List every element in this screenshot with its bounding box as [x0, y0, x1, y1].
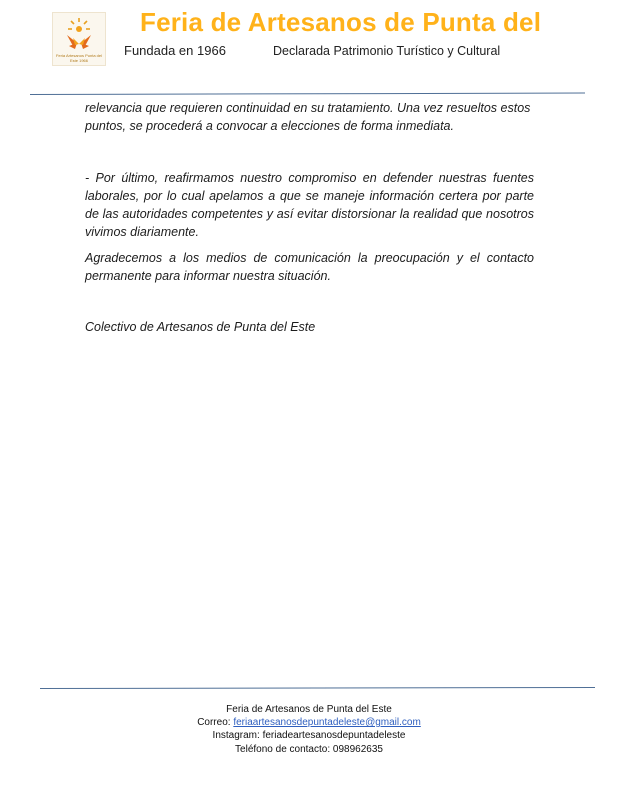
- paragraph-continuation: relevancia que requieren continuidad en su tratamiento. Una vez resueltos estos puntos, se procederá a convocar a elecciones de forma inmediata.: [85, 101, 531, 133]
- feria-logo: [52, 12, 106, 66]
- footer-email-label: Correo:: [197, 717, 234, 728]
- logo-caption: Feria Artesanos Punta del Este 1966: [55, 53, 103, 63]
- footer-email-line: [0, 716, 618, 730]
- page-title: Feria de Artesanos de Punta del: [140, 7, 542, 37]
- footer-email-link[interactable]: feriaartesanosdepuntadeleste@gmail.com: [233, 717, 421, 728]
- header-divider: [30, 93, 585, 95]
- heritage-subtitle: Declarada Patrimonio Turístico y Cultural: [273, 44, 501, 58]
- footer-divider: [40, 687, 595, 689]
- footer-phone: Teléfono de contacto: 098962635: [235, 744, 383, 755]
- footer-instagram: Instagram: feriadeartesanosdepuntadeleste: [212, 730, 406, 741]
- paragraph-commitment: - Por último, reafirmamos nuestro compromiso en defender nuestras fuentes laborales, por lo cual apelamos a que se maneje información certera por parte de las autoridades competentes y así evitar distorsionar la realidad que nosotros vivimos diariamente.: [85, 171, 534, 239]
- signature: Colectivo de Artesanos de Punta del Este: [85, 320, 316, 334]
- paragraph-thanks: Agradecemos a los medios de comunicación la preocupación y el contacto permanente para informar nuestra situación.: [85, 251, 534, 283]
- footer-org-name: Feria de Artesanos de Punta del Este: [226, 704, 392, 715]
- founded-subtitle: Fundada en 1966: [124, 43, 226, 58]
